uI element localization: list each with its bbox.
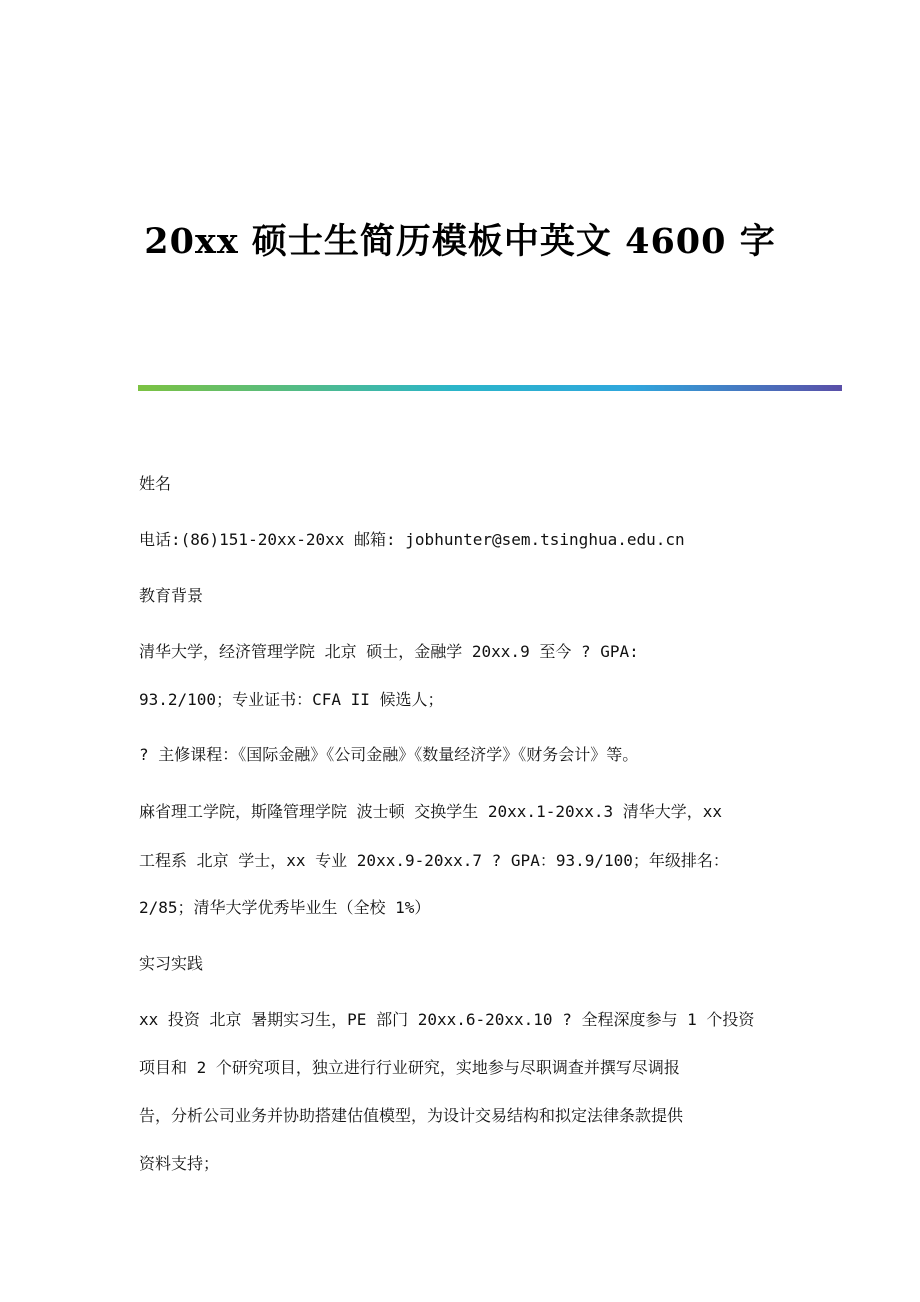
gradient-divider <box>138 385 842 391</box>
education-line: ? 主修课程：《国际金融》《公司金融》《数量经济学》《财务会计》等。 <box>139 745 639 764</box>
section-heading-education: 教育背景 <box>139 586 204 605</box>
contact-line: 电话:(86)151-20xx-20xx 邮箱: jobhunter@sem.tsinghua.edu.cn <box>139 530 685 549</box>
section-heading-internship: 实习实践 <box>139 954 204 973</box>
education-line: 工程系 北京 学士，xx 专业 20xx.9-20xx.7 ? GPA：93.9/100；年级排名： <box>139 851 729 870</box>
education-line: 2/85；清华大学优秀毕业生（全校 1%） <box>139 898 431 917</box>
education-line: 93.2/100；专业证书：CFA II 候选人； <box>139 690 444 709</box>
internship-line: xx 投资 北京 暑期实习生，PE 部门 20xx.6-20xx.10 ? 全程深度参与 1 个投资 <box>139 1010 755 1029</box>
internship-line: 资料支持； <box>139 1154 220 1173</box>
internship-line: 告，分析公司业务并协助搭建估值模型，为设计交易结构和拟定法律条款提供 <box>139 1106 684 1125</box>
education-line: 清华大学，经济管理学院 北京 硕士，金融学 20xx.9 至今 ? GPA: <box>139 642 639 661</box>
document-title: 20xx 硕士生简历模板中英文 4600 字 <box>144 221 776 262</box>
name-label: 姓名 <box>139 474 172 493</box>
education-line: 麻省理工学院，斯隆管理学院 波士顿 交换学生 20xx.1-20xx.3 清华大学，xx <box>139 802 723 821</box>
internship-line: 项目和 2 个研究项目，独立进行行业研究，实地参与尽职调查并撰写尽调报 <box>139 1058 680 1077</box>
